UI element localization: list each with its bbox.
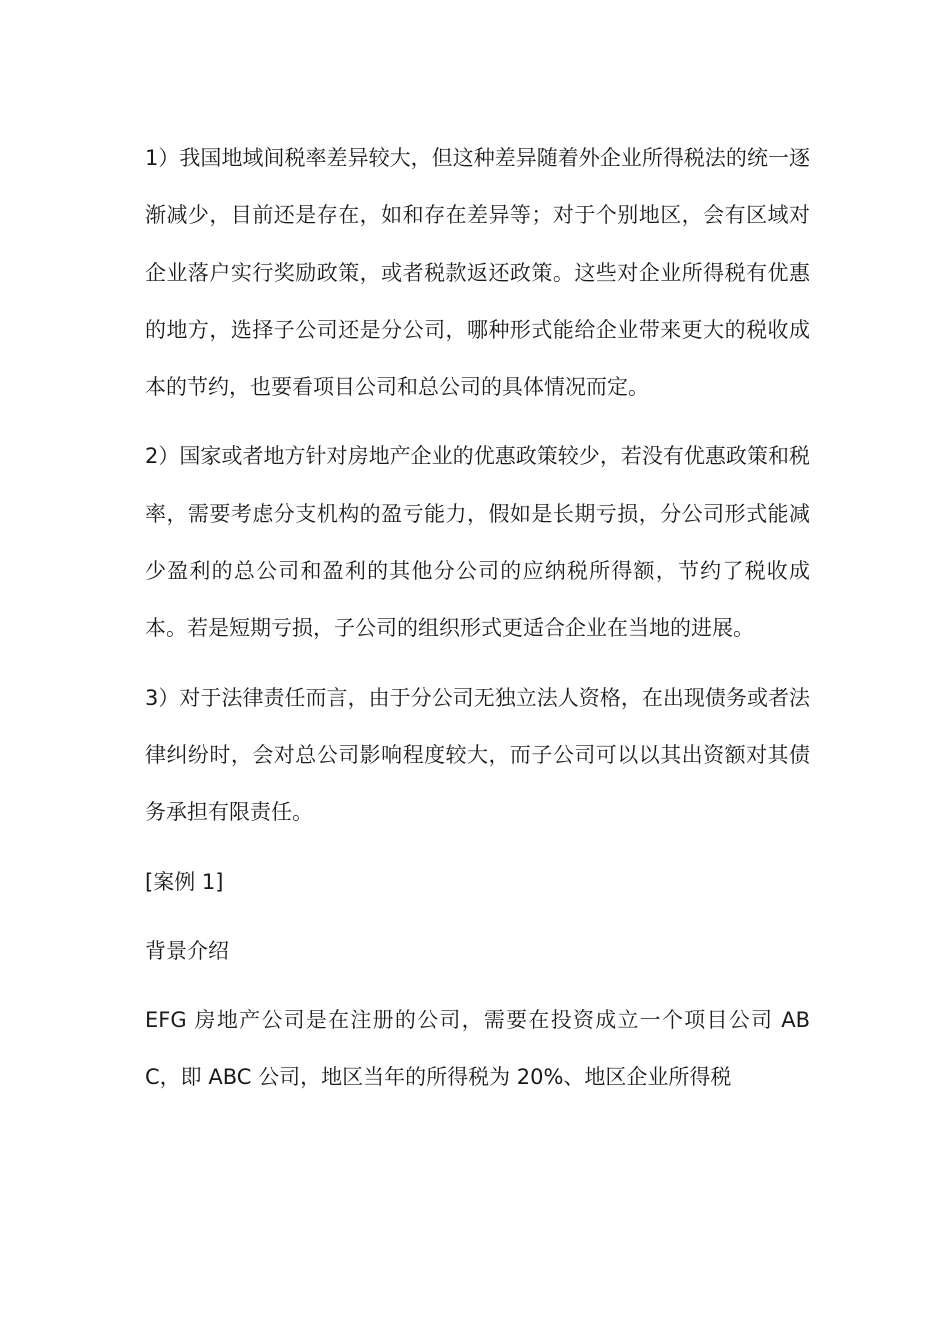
- paragraph-case-background: EFG 房地产公司是在注册的公司，需要在投资成立一个项目公司 ABC，即 ABC 公司，地区当年的所得税为 20%、地区企业所得税: [145, 1008, 810, 1090]
- paragraph-preferential-policies: 2）国家或者地方针对房地产企业的优惠政策较少，若没有优惠政策和税率，需要考虑分支机构的盈亏能力，假如是长期亏损，分公司形式能减少盈利的总公司和盈利的其他分公司的应纳税所得额，节约了税收成本。若是短期亏损，子公司的组织形式更适合企业在当地的进展。: [145, 444, 810, 641]
- paragraph-regional-tax-differences: 1）我国地域间税率差异较大，但这种差异随着外企业所得税法的统一逐渐减少，目前还是存在，如和存在差异等；对于个别地区，会有区域对企业落户实行奖励政策，或者税款返还政策。这些对企业所得税有优惠的地方，选择子公司还是分公司，哪种形式能给企业带来更大的税收成本的节约，也要看项目公司和总公司的具体情况而定。: [145, 146, 810, 400]
- document-body: [145, 130, 810, 1119]
- background-heading: 背景介绍: [145, 938, 229, 963]
- case-heading: [案例 1]: [145, 869, 224, 894]
- paragraph-legal-liability: 3）对于法律责任而言，由于分公司无独立法人资格，在出现债务或者法律纠纷时，会对总公司影响程度较大，而子公司可以以其出资额对其债务承担有限责任。: [145, 685, 810, 825]
